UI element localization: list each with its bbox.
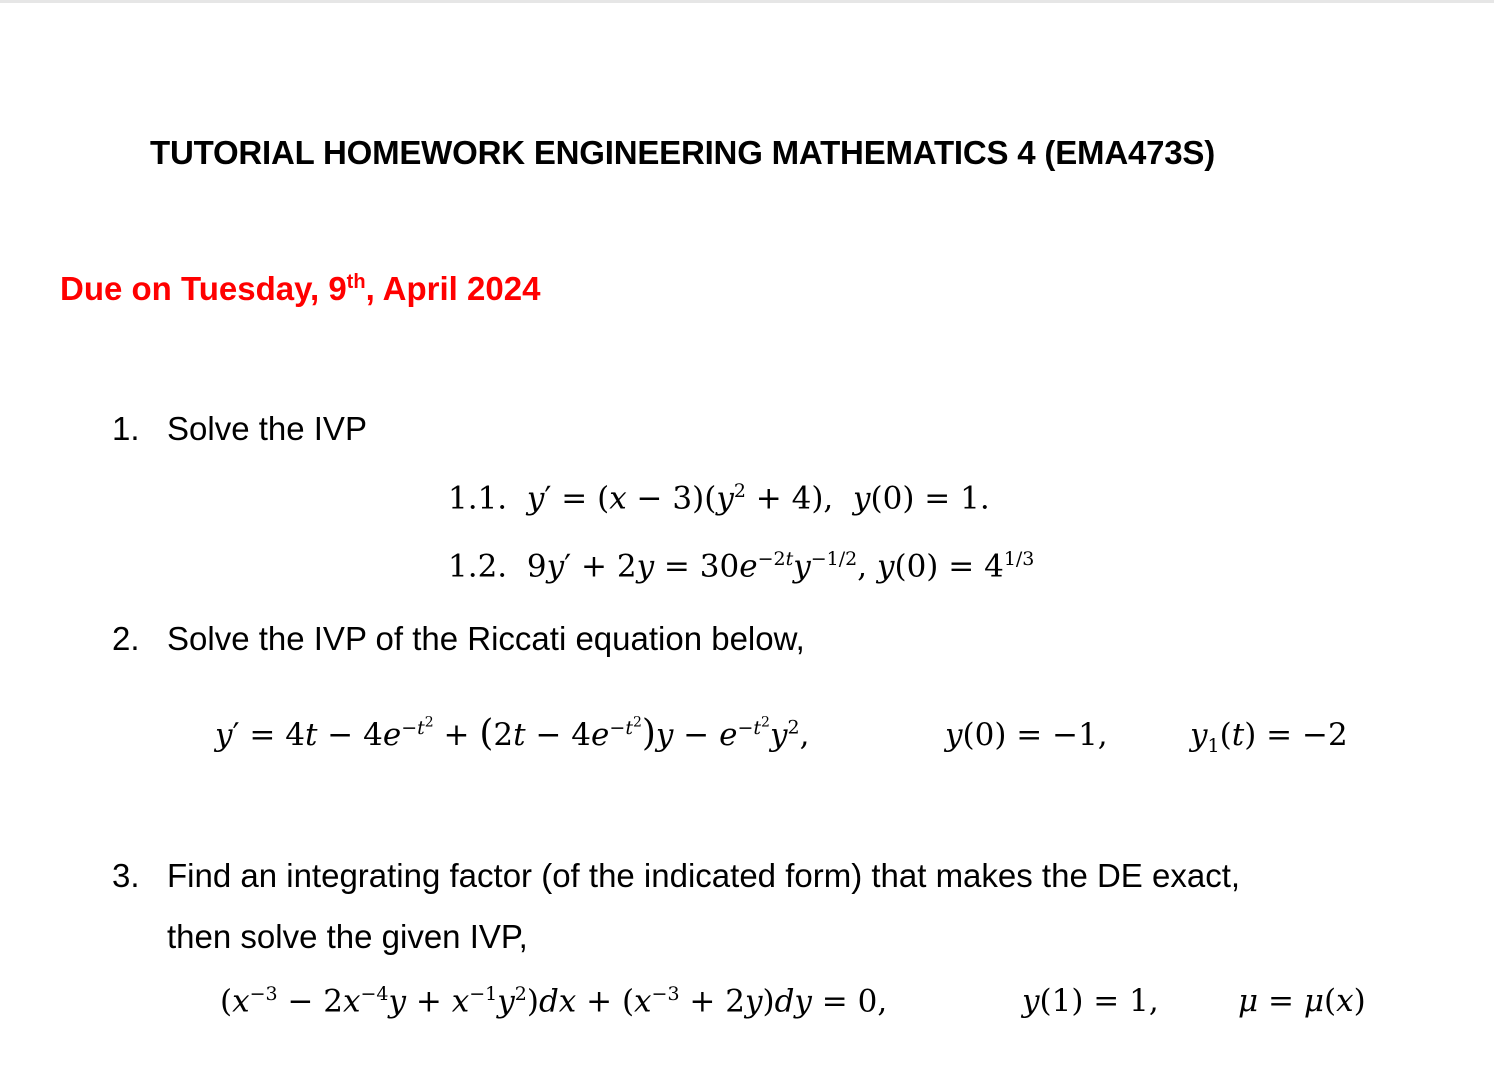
question-1-2-label: 1.2. [448, 548, 508, 585]
question-2-riccati-equation: $y' = 4t - 4e^{-t^2} + (2t - 4e^{-t^2})y - e^{-t^2}y^2$, [215, 713, 810, 754]
due-date-superscript: th [346, 271, 366, 293]
question-3-text-line-1: Find an integrating factor (of the indicated form) that makes the DE exact, [167, 857, 1241, 894]
due-date [60, 270, 540, 308]
question-1-number: 1. [112, 410, 140, 447]
question-3-differential-equation: $(x^{-3} - 2x^{-4}y + x^{-1}y^2)dx + (x^{-3} + 2y)dy = 0$, [220, 983, 888, 1020]
document-title: TUTORIAL HOMEWORK ENGINEERING MATHEMATICS 4 (EMA473S) [150, 134, 1216, 171]
question-1-1-label: 1.1. [448, 480, 508, 517]
question-3-initial-condition: y(1) = 1, [1022, 983, 1159, 1019]
question-1-text: Solve the IVP [167, 410, 367, 447]
due-date-prefix: Due on Tuesday, 9 [60, 270, 347, 307]
question-3-text-line-2: then solve the given IVP, [167, 918, 528, 955]
question-2-particular-solution: $y_1(t) = -2$ [1190, 717, 1348, 758]
top-rule [0, 0, 1494, 3]
question-3-number: 3. [112, 857, 140, 894]
question-2-number: 2. [112, 620, 140, 657]
question-3-integrating-factor-form: μ = μ(x) [1238, 983, 1366, 1019]
question-1-1-equation: 1.1. $y' = (x - 3)(y^2 + 4)$, y(0) = 1. [448, 480, 990, 517]
question-2-initial-condition: y(0) = −1, [945, 717, 1108, 753]
due-date-suffix: , April 2024 [365, 270, 541, 307]
question-2-text: Solve the IVP of the Riccati equation below, [167, 620, 805, 657]
question-1-2-equation: 1.2. $9y' + 2y = 30e^{-2t}y^{-1/2}$, $y(0) = 4^{1/3}$ [448, 548, 1035, 585]
